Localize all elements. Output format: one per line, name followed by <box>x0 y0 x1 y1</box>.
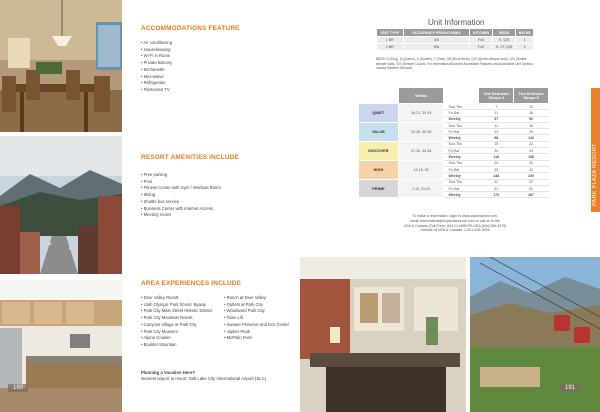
planning-text: Nearest airport to resort: Salt Lake City International Airport (SLC) <box>141 376 267 381</box>
rate-value: 20 <box>479 148 514 154</box>
rate-period: Sun-Thu <box>444 179 479 185</box>
list-item: • Outlets at Park City <box>224 302 289 309</box>
rate-value: 11 <box>479 110 514 116</box>
dining-room-photo <box>0 0 122 132</box>
rate-value: 34 <box>514 148 549 154</box>
table-cell: 1 BR <box>377 37 404 44</box>
list-item: • Wi-Fi in Room <box>141 53 172 60</box>
amenities-heading: RESORT AMENITIES INCLUDE <box>141 154 239 161</box>
table-cell: K, 2T, Q/S <box>492 44 515 51</box>
table-cell: 2 BR <box>377 44 404 51</box>
table-header: KITCHEN <box>470 29 493 37</box>
contact-line: email reservations@explorareserve.com or call us in the <box>410 218 500 223</box>
rate-value: 13 <box>479 129 514 135</box>
beds-legend: BEDS: K (King), Q (Queen), D (Double), T (Twin), SB (Bunk Beds), Q/S (Queen sleeper sofa), D/S (Double sleeper sofa), S/S (Sleeper Couch). For information about the Accessible Features and Accessible Unit Options, contact Member Services. <box>376 57 534 71</box>
rate-value: 148 <box>479 173 514 179</box>
rate-period: Weekly <box>444 192 479 198</box>
rate-period: Sun-Thu <box>444 160 479 166</box>
table-cell: Full <box>470 37 493 44</box>
rate-value: 88 <box>479 135 514 141</box>
list-item: • Canyons Village at Park City <box>141 322 212 329</box>
page-number-left: 190 <box>8 384 28 392</box>
contact-line: To make a reservation, login to www.clubexplora.com, <box>412 214 498 218</box>
list-item: • Free parking <box>141 172 221 179</box>
table-cell: 4/4 <box>403 37 470 44</box>
rate-value: 37 <box>514 179 549 185</box>
season-weeks: 27-34, 44-48 <box>398 141 444 160</box>
rate-period: Fri-Sat <box>444 129 479 135</box>
list-item: • Flatscreen TV <box>141 87 172 94</box>
list-item: • Business Center with Internet Access <box>141 206 221 213</box>
season-label: PRIME <box>359 179 399 198</box>
rate-value: 13 <box>514 104 549 110</box>
rate-value: 51 <box>514 185 549 191</box>
rate-period: Fri-Sat <box>444 166 479 172</box>
rate-value: 31 <box>514 160 549 166</box>
experiences-list-col1 <box>141 295 212 349</box>
table-header: BATHS <box>516 29 534 37</box>
rate-period: Weekly <box>444 116 479 122</box>
rate-value: 22 <box>479 179 514 185</box>
list-item: • Deer Valley Resort <box>141 295 212 302</box>
unit-info-title: Unit Information <box>428 18 485 27</box>
rate-period: Sun-Thu <box>444 141 479 147</box>
season-weeks: 1-12, 51-52 <box>398 179 444 198</box>
rate-period: Fri-Sat <box>444 110 479 116</box>
list-item: • Microwave <box>141 74 172 81</box>
list-item: • Private balcony <box>141 60 172 67</box>
table-header: UNIT TYPE <box>377 29 404 37</box>
list-item: • Housekeeping <box>141 47 172 54</box>
accommodations-list <box>141 40 172 94</box>
accommodations-heading: ACCOMMODATIONS FEATURE <box>141 25 240 32</box>
table-cell: 2 <box>516 44 534 51</box>
list-item: • Utah Olympic Park Scenic Byway <box>141 302 212 309</box>
blank-header <box>444 88 479 104</box>
table-cell: Full <box>470 44 493 51</box>
rate-value: 96 <box>514 116 549 122</box>
rate-value: 19 <box>479 160 514 166</box>
list-item: • Park City Museum <box>141 329 212 336</box>
table-row <box>377 37 534 44</box>
rate-value: 287 <box>514 192 549 198</box>
rate-period: Weekly <box>444 135 479 141</box>
season-weeks: 13-15, 52 <box>398 160 444 179</box>
rates-table <box>358 87 549 198</box>
list-item: • Ranch at Deer Valley <box>224 295 289 302</box>
list-item: • Park City Main Street Historic District <box>141 308 212 315</box>
season-weeks: 22-26, 35-38 <box>398 122 444 141</box>
one-bedroom-header: One Bedroom Sleeps 4 <box>479 88 514 104</box>
list-item: • Woodward Park City <box>224 308 289 315</box>
table-header: OCCUPANCY PRIVACY/MAX <box>403 29 470 37</box>
rate-value: 42 <box>514 166 549 172</box>
mountain-town-photo <box>0 136 122 274</box>
experiences-heading: AREA EXPERIENCES INCLUDE <box>141 280 242 287</box>
rate-value: 25 <box>479 166 514 172</box>
list-item: • Kitchenette <box>141 67 172 74</box>
blank-header <box>359 88 399 104</box>
list-item: • Shuttle bus service <box>141 199 221 206</box>
season-label: VALUE <box>359 122 399 141</box>
rate-period: Sun-Thu <box>444 122 479 128</box>
rate-value: 239 <box>514 173 549 179</box>
table-cell: 1 <box>516 37 534 44</box>
table-header: BEDS <box>492 29 515 37</box>
lobby-photo <box>300 257 466 412</box>
list-item: • Fitness Center with Gym / Workout Room <box>141 185 221 192</box>
rate-period: Weekly <box>444 173 479 179</box>
list-item: • Refrigerator <box>141 80 172 87</box>
planning-note <box>141 370 266 382</box>
two-bedroom-header: Two Bedroom Sleeps 6 <box>514 88 549 104</box>
rate-value: 140 <box>514 135 549 141</box>
rate-value: 7 <box>479 104 514 110</box>
kitchen-photo <box>0 280 122 412</box>
amenities-list <box>141 172 221 219</box>
rate-value: 22 <box>514 141 549 147</box>
contact-line: Outside of USA & Canada: 1-321-205-5205 <box>420 228 490 233</box>
gondola-photo <box>470 257 600 412</box>
rate-value: 57 <box>479 116 514 122</box>
rate-value: 118 <box>479 154 514 160</box>
list-item: • Park City Mountain Resort <box>141 315 212 322</box>
rate-period: Fri-Sat <box>444 185 479 191</box>
list-item: • Pool <box>141 179 221 186</box>
season-weeks: 16-21, 39-43 <box>398 104 444 123</box>
planning-title: Planning a Vacation Here? <box>141 370 195 375</box>
rate-value: 31 <box>479 185 514 191</box>
rate-value: 29 <box>514 129 549 135</box>
rate-value: 11 <box>479 122 514 128</box>
rate-value: 15 <box>479 141 514 147</box>
list-item: • Alpine Coaster <box>141 335 212 342</box>
season-label: DISCOVER <box>359 141 399 160</box>
list-item: • Meeting rooms <box>141 212 221 219</box>
table-row <box>377 44 534 51</box>
experiences-list-col2 <box>224 295 289 342</box>
list-item: • Skiing <box>141 192 221 199</box>
rate-value: 18 <box>514 110 549 116</box>
rate-value: 175 <box>479 192 514 198</box>
season-label: HIGH <box>359 160 399 179</box>
list-item: • Jupiter Peak <box>224 329 289 336</box>
list-item: • Swaner Preserve and Eco Center <box>224 322 289 329</box>
reservation-contact <box>360 214 550 233</box>
rate-period: Weekly <box>444 154 479 160</box>
list-item: • Boulder Mountain <box>141 342 212 349</box>
contact-line: USA & Canada (Toll-Free): 844-CLUBEXPLORA (844-258-3975) <box>403 223 507 228</box>
season-label: QUIET <box>359 104 399 123</box>
weeks-header: Weeks <box>398 88 444 104</box>
resort-name-label: PARK PLAZA RESORT <box>592 143 598 206</box>
rate-value: 16 <box>514 122 549 128</box>
list-item: • Town Lift <box>224 315 289 322</box>
page-number-right: 191 <box>560 384 580 392</box>
resort-name-tab <box>591 88 600 212</box>
unit-info-table <box>376 28 534 51</box>
rate-period: Sun-Thu <box>444 104 479 110</box>
rate-value: 198 <box>514 154 549 160</box>
list-item: • Air conditioning <box>141 40 172 47</box>
table-cell: 6/6 <box>403 44 470 51</box>
rate-period: Fri-Sat <box>444 148 479 154</box>
list-item: • McPolin Farm <box>224 335 289 342</box>
table-cell: K, Q/S <box>492 37 515 44</box>
